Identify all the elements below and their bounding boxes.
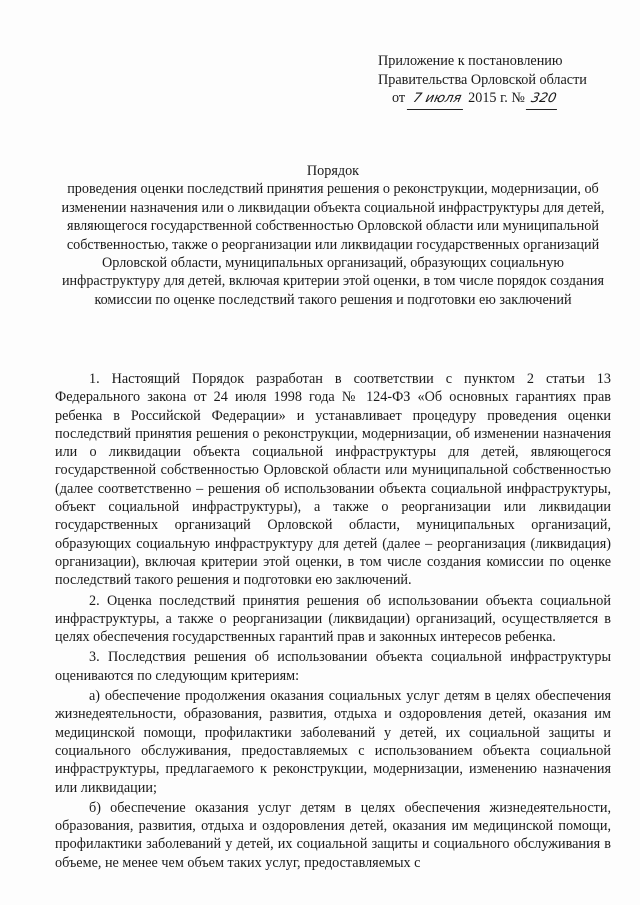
appendix-header bbox=[378, 52, 628, 110]
handwritten-number: 320 bbox=[526, 90, 561, 110]
paragraph-3b: б) обеспечение оказания услуг детям в целях обеспечения жизнедеятельности, образования, развития, отдыха и оздоровления детей, оказания им медицинской помощи, профилактики заболеваний у детей, их социальной защиты и социального обслуживания в объеме, не менее чем объем таких услуг, предоставляемых с bbox=[55, 799, 611, 871]
appendix-line-2: Правительства Орловской области bbox=[378, 71, 587, 88]
document-title bbox=[55, 162, 611, 309]
document-body bbox=[55, 370, 611, 874]
handwritten-date: 7 июля bbox=[407, 90, 467, 110]
appendix-date-line bbox=[378, 89, 628, 110]
appendix-line-1: Приложение к постановлению bbox=[378, 53, 563, 69]
title-heading: Порядок bbox=[306, 163, 360, 179]
date-year: 2015 г. № bbox=[468, 90, 525, 106]
paragraph-2: 2. Оценка последствий принятия решения об использовании объекта социальной инфраструктуры, а также о реорганизации (ликвидации) организаций, осуществляется в целях обеспечения государственных гарантий прав и законных интересов ребенка. bbox=[55, 592, 611, 646]
paragraph-3a: а) обеспечение продолжения оказания социальных услуг детям в целях обеспечения жизнедеятельности, образования, развития, отдыха и оздоровления детей, оказания им медицинской помощи, профилактики заболеваний у детей, их социальной защиты и социального обслуживания, предоставляемых с использованием объекта социальной инфраструктуры, предлагаемого к реконструкции, модернизации, изменению назначения или ликвидации; bbox=[55, 688, 611, 796]
paragraph-3: 3. Последствия решения об использовании объекта социальной инфраструктуры оцениваются по следующим критериям: bbox=[55, 649, 611, 684]
date-prefix: от bbox=[392, 90, 406, 106]
paragraph-1: 1. Настоящий Порядок разработан в соответствии с пунктом 2 статьи 13 Федерального закона от 24 июля 1998 года № 124-ФЗ «Об основных гарантиях прав ребенка в Российской Федерации» и устанавливает процедуру проведения оценки последствий принятия решения о реконструкции, модернизации, об изменении назначения или о ликвидации объекта социальной инфраструктуры для детей, являющегося государственной собственностью Орловской области или муниципальной собственностью (далее соответственно – решения об использовании объекта социальной инфраструктуры, объект социальной инфраструктуры), а также о реорганизации или ликвидации государственных организаций Орловской области, муниципальных организаций, образующих социальную инфраструктуру для детей (далее – реорганизация (ликвидация) организации), включая критерии этой оценки, в том числе создания комиссии по оценке последствий такого решения и подготовки ею заключений. bbox=[55, 371, 611, 589]
title-subtitle: проведения оценки последствий принятия решения о реконструкции, модернизации, об изменении назначения или о ликвидации объекта социальной инфраструктуры для детей, являющегося государственной собственностью Орловской области или муниципальной собственностью, также о реорганизации или ликвидации государственных организаций Орловской области, муниципальных организаций, образующих социальную инфраструктуру для детей, включая критерии этой оценки, в том числе порядок создания комиссии по оценке последствий такого решения и подготовки ею заключений bbox=[61, 181, 605, 308]
